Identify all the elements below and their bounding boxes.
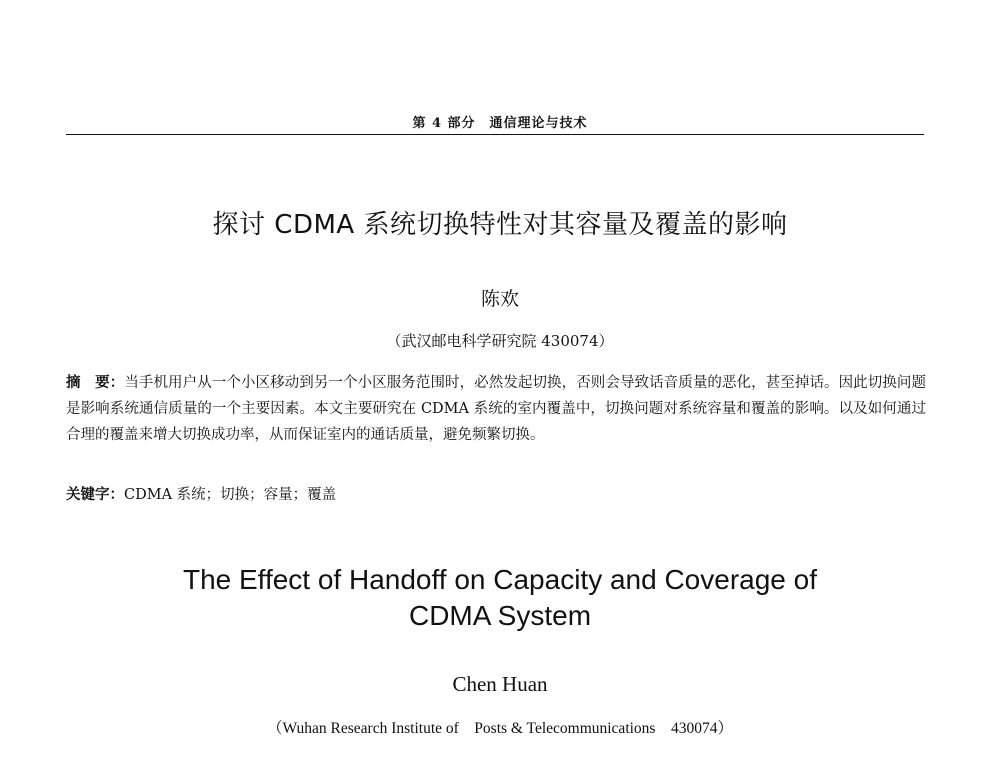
english-title xyxy=(0,562,1000,634)
running-head: 第 4 部分 通信理论与技术 xyxy=(412,116,588,131)
english-title-line-1: The Effect of Handoff on Capacity and Coverage of xyxy=(182,564,818,595)
chinese-author: 陈欢 xyxy=(480,288,519,310)
english-author: Chen Huan xyxy=(452,672,548,696)
chinese-title: 探讨 CDMA 系统切换特性对其容量及覆盖的影响 xyxy=(212,210,788,240)
chinese-affiliation: （武汉邮电科学研究院 430074） xyxy=(386,332,614,350)
english-affiliation: （Wuhan Research Institute of Posts & Telecommunications 430074） xyxy=(267,720,733,737)
header-rule xyxy=(66,134,924,135)
keywords-text: CDMA 系统；切换；容量；覆盖 xyxy=(124,487,337,503)
abstract-label: 摘 要： xyxy=(66,374,125,391)
keywords-label: 关键字： xyxy=(66,486,124,503)
abstract-paragraph xyxy=(66,370,926,448)
abstract-text: 当手机用户从一个小区移动到另一个小区服务范围时，必然发起切换，否则会导致话音质量的恶化，甚至掉话。因此切换问题是影响系统通信质量的一个主要因素。本文主要研究在 CDMA 系统的室内覆盖中，切换问题对系统容量和覆盖的影响。以及如何通过合理的覆盖来增大切换成功率，从而保证室内的通话质量，避免频繁切换。 xyxy=(66,375,926,443)
keywords-line xyxy=(66,483,926,504)
english-title-line-2: CDMA System xyxy=(408,600,592,631)
